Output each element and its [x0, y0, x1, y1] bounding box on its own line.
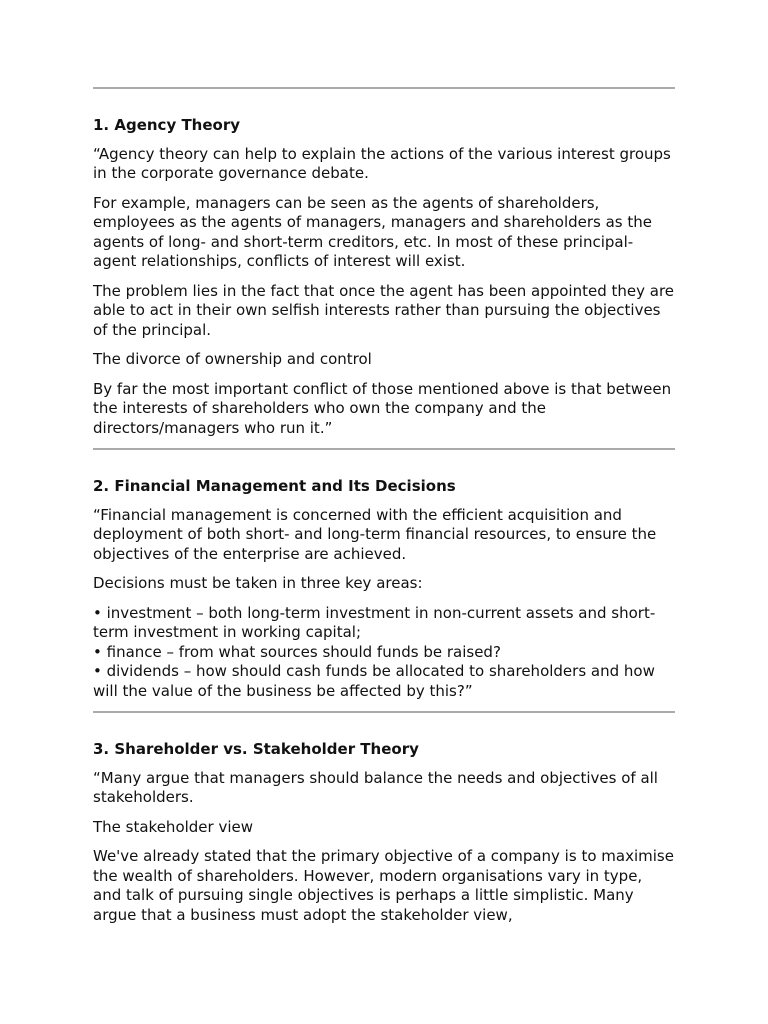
- bullet-item: • dividends – how should cash funds be allocated to shareholders and how will the value of the business be affected by this?”: [93, 662, 655, 700]
- section-title: 2. Financial Management and Its Decisions: [93, 477, 456, 495]
- paragraph: The problem lies in the fact that once the agent has been appointed they are able to act in their own selfish interests rather than pursuing the objectives of the principal.: [93, 281, 675, 339]
- paragraph: “Many argue that managers should balance the needs and objectives of all stakeholders.: [93, 768, 658, 806]
- paragraph: “Agency theory can help to explain the actions of the various interest groups in the corporate governance debate.: [93, 144, 671, 182]
- bullet-list: [93, 604, 675, 702]
- section-divider: [93, 448, 675, 450]
- section-shareholder-stakeholder: [93, 740, 675, 925]
- paragraph: We've already stated that the primary objective of a company is to maximise the wealth of shareholders. However, modern organisations vary in type, and talk of pursuing single objectives is perhaps a little simplistic. Many argue that a business must adopt the stakeholder view,: [93, 847, 674, 924]
- bullet-item: • investment – both long-term investment in non-current assets and short-term investment in working capital;: [93, 603, 656, 641]
- section-title: 1. Agency Theory: [93, 116, 241, 134]
- paragraph: The divorce of ownership and control: [93, 350, 372, 368]
- paragraph: By far the most important conflict of those mentioned above is that between the interests of shareholders who own the company and the directors/managers who run it.”: [93, 379, 672, 437]
- paragraph: “Financial management is concerned with the efficient acquisition and deployment of both short- and long-term financial resources, to ensure the objectives of the enterprise are achieved.: [93, 505, 657, 563]
- paragraph: Decisions must be taken in three key areas:: [93, 574, 423, 592]
- document-page: [93, 0, 675, 935]
- paragraph: For example, managers can be seen as the agents of shareholders, employees as the agents of managers, managers and shareholders as the agents of long- and short-term creditors, etc. In most of these principal-agent relationships, conflicts of interest will exist.: [93, 193, 653, 270]
- section-divider: [93, 711, 675, 713]
- section-agency-theory: [93, 116, 675, 438]
- section-divider: [93, 87, 675, 89]
- section-financial-management: [93, 477, 675, 701]
- bullet-item: • finance – from what sources should funds be raised?: [93, 642, 501, 661]
- paragraph: The stakeholder view: [93, 817, 254, 836]
- section-title: 3. Shareholder vs. Stakeholder Theory: [93, 740, 419, 758]
